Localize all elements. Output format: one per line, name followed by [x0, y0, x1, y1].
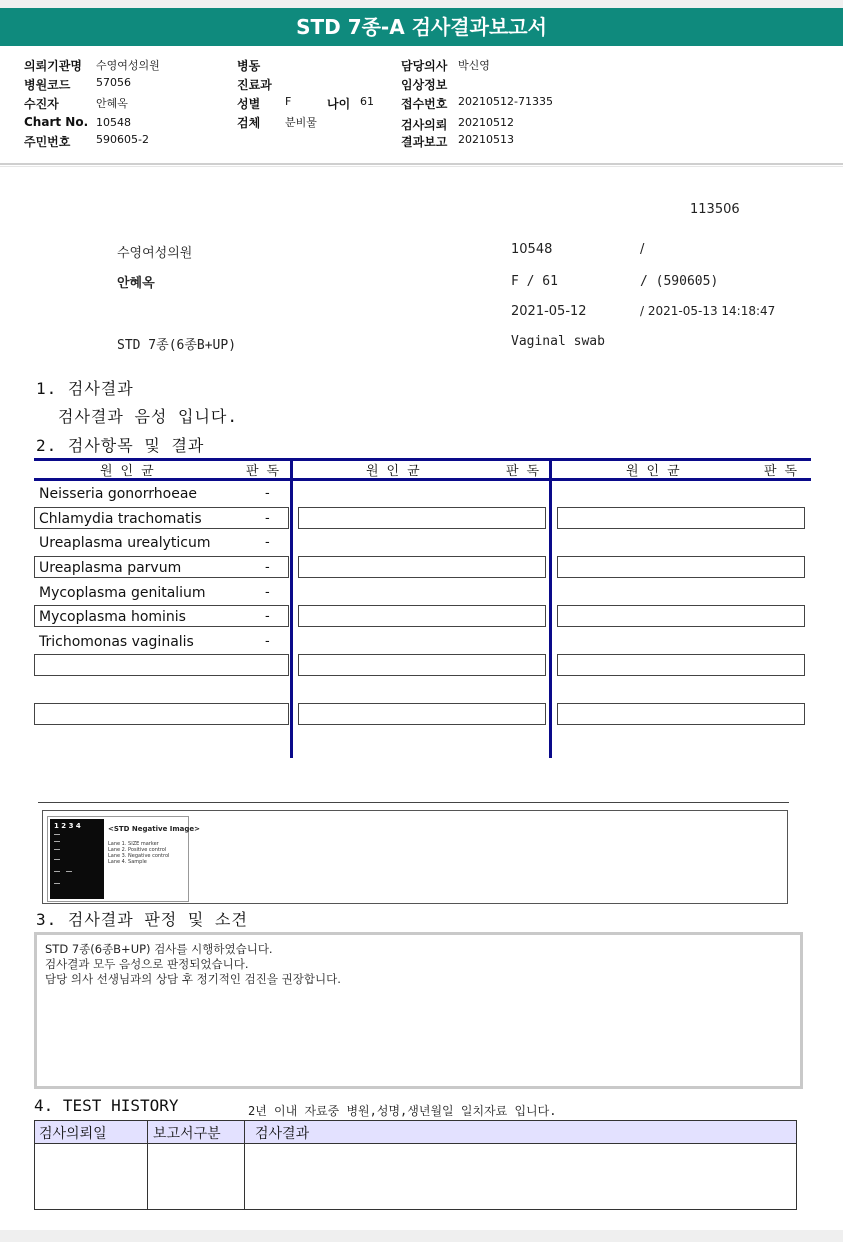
header-divider-shadow [0, 166, 843, 167]
row-box [34, 703, 289, 725]
value-doctor: 박신영 [458, 59, 490, 72]
opinion-line-1: STD 7종(6종B+UP) 검사를 시행하였습니다. [45, 942, 273, 956]
label-department: 진료과 [237, 78, 272, 92]
row-box [298, 703, 546, 725]
info-chart-no: 10548 [511, 242, 553, 257]
info-slash: / [640, 242, 645, 257]
gel-title: <STD Negative Image> [108, 825, 201, 833]
organism-name: Mycoplasma hominis [39, 609, 186, 625]
organism-name: Ureaplasma parvum [39, 560, 182, 576]
row-box [298, 556, 546, 578]
value-sex: F [285, 95, 292, 108]
gel-legend-3: Lane 3. Negative control [108, 853, 170, 859]
col-header-organism-3: 원인균 [626, 464, 688, 479]
section2-title: 2. 검사항목 및 결과 [36, 436, 205, 455]
section1-title: 1. 검사결과 [36, 379, 134, 398]
value-request-date: 20210512 [458, 116, 514, 129]
history-header [35, 1121, 796, 1144]
label-report-date: 결과보고 [401, 135, 448, 149]
info-request-date: 2021-05-12 [511, 304, 587, 319]
row-box [557, 556, 805, 578]
col-header-result-1: 판독 [246, 464, 288, 479]
gel-legend-2: Lane 2. Positive control [108, 847, 167, 853]
info-specimen: Vaginal swab [511, 334, 605, 349]
label-specimen: 검체 [237, 116, 261, 130]
sample-code: 113506 [690, 202, 740, 217]
label-clinical-info: 임상정보 [401, 78, 448, 92]
info-birth: / (590605) [640, 274, 719, 289]
label-request-date: 검사의뢰 [401, 118, 448, 132]
label-doctor: 담당의사 [401, 59, 448, 73]
section4-title: 4. TEST HISTORY [34, 1096, 179, 1115]
gel-lane-numbers: 1 2 3 4 [54, 822, 81, 830]
header-divider [0, 163, 843, 165]
history-note: 2년 이내 자료중 병원,성명,생년월일 일치자료 입니다. [248, 1104, 557, 1118]
label-receipt-no: 접수번호 [401, 97, 448, 111]
table-divider-2 [549, 458, 552, 758]
organism-result: - [265, 609, 270, 624]
opinion-line-2: 검사결과 모두 음성으로 판정되었습니다. [45, 957, 249, 971]
section3-title: 3. 검사결과 판정 및 소견 [36, 910, 248, 929]
organism-name: Neisseria gonorrhoeae [39, 486, 198, 502]
value-age: 61 [360, 95, 374, 108]
row-box [298, 507, 546, 529]
col-header-organism-1: 원인균 [100, 464, 162, 479]
organism-result: - [265, 486, 270, 501]
row-box [298, 654, 546, 676]
row-box [557, 703, 805, 725]
label-clinic: 의뢰기관명 [24, 59, 82, 73]
col-header-organism-2: 원인균 [366, 464, 428, 479]
bottom-strip [0, 1230, 843, 1242]
opinion-line-3: 담당 의사 선생님과의 상담 후 정기적인 검진을 권장합니다. [45, 972, 341, 986]
organism-name: Trichomonas vaginalis [39, 634, 194, 650]
organism-result: - [265, 560, 270, 575]
label-age: 나이 [327, 97, 351, 111]
organism-result: - [265, 535, 270, 550]
value-specimen: 분비물 [285, 116, 317, 129]
row-box [298, 605, 546, 627]
row-box [557, 507, 805, 529]
organism-name: Ureaplasma urealyticum [39, 535, 211, 551]
history-table [34, 1120, 797, 1210]
info-test-name: STD 7종(6종B+UP) [117, 338, 237, 353]
opinion-box [34, 932, 803, 1089]
organism-name: Mycoplasma genitalium [39, 585, 206, 601]
value-clinic: 수영여성의원 [96, 59, 160, 72]
history-col-report-type: 보고서구분 [153, 1126, 221, 1142]
label-chart-no: Chart No. [24, 115, 89, 129]
value-receipt-no: 20210512-71335 [458, 95, 553, 108]
value-patient: 안혜옥 [96, 97, 128, 110]
label-ward: 병동 [237, 59, 261, 73]
section1-body: 검사결과 음성 입니다. [58, 407, 239, 426]
top-strip [0, 0, 843, 8]
col-header-result-2: 판독 [506, 464, 548, 479]
report-title: STD 7종-A 검사결과보고서 [0, 8, 843, 46]
gel-dark-area [50, 819, 104, 899]
label-patient: 수진자 [24, 97, 59, 111]
info-clinic: 수영여성의원 [117, 246, 193, 261]
row-box [557, 654, 805, 676]
info-sex-age: F / 61 [511, 274, 558, 289]
history-col-result: 검사결과 [255, 1126, 310, 1142]
gel-top-rule [38, 802, 789, 803]
history-divider [147, 1121, 148, 1209]
organism-result: - [265, 585, 270, 600]
history-divider [244, 1121, 245, 1209]
info-patient-name: 안혜옥 [117, 276, 155, 291]
label-hospital-code: 병원코드 [24, 78, 71, 92]
row-box [34, 654, 289, 676]
value-hospital-code: 57056 [96, 76, 131, 89]
history-col-request-date: 검사의뢰일 [39, 1126, 107, 1142]
label-sex: 성별 [237, 97, 261, 111]
value-chart-no: 10548 [96, 116, 131, 129]
organism-result: - [265, 511, 270, 526]
organism-name: Chlamydia trachomatis [39, 511, 202, 527]
row-box [557, 605, 805, 627]
info-report-datetime: / 2021-05-13 14:18:47 [640, 304, 776, 318]
organism-result: - [265, 634, 270, 649]
value-report-date: 20210513 [458, 133, 514, 146]
gel-legend-1: Lane 1. SIZE marker [108, 841, 159, 847]
gel-image [47, 816, 201, 902]
value-resident-no: 590605-2 [96, 133, 149, 146]
label-resident-no: 주민번호 [24, 135, 71, 149]
gel-legend-4: Lane 4. Sample [108, 859, 147, 865]
table-divider-1 [290, 458, 293, 758]
col-header-result-3: 판독 [764, 464, 806, 479]
